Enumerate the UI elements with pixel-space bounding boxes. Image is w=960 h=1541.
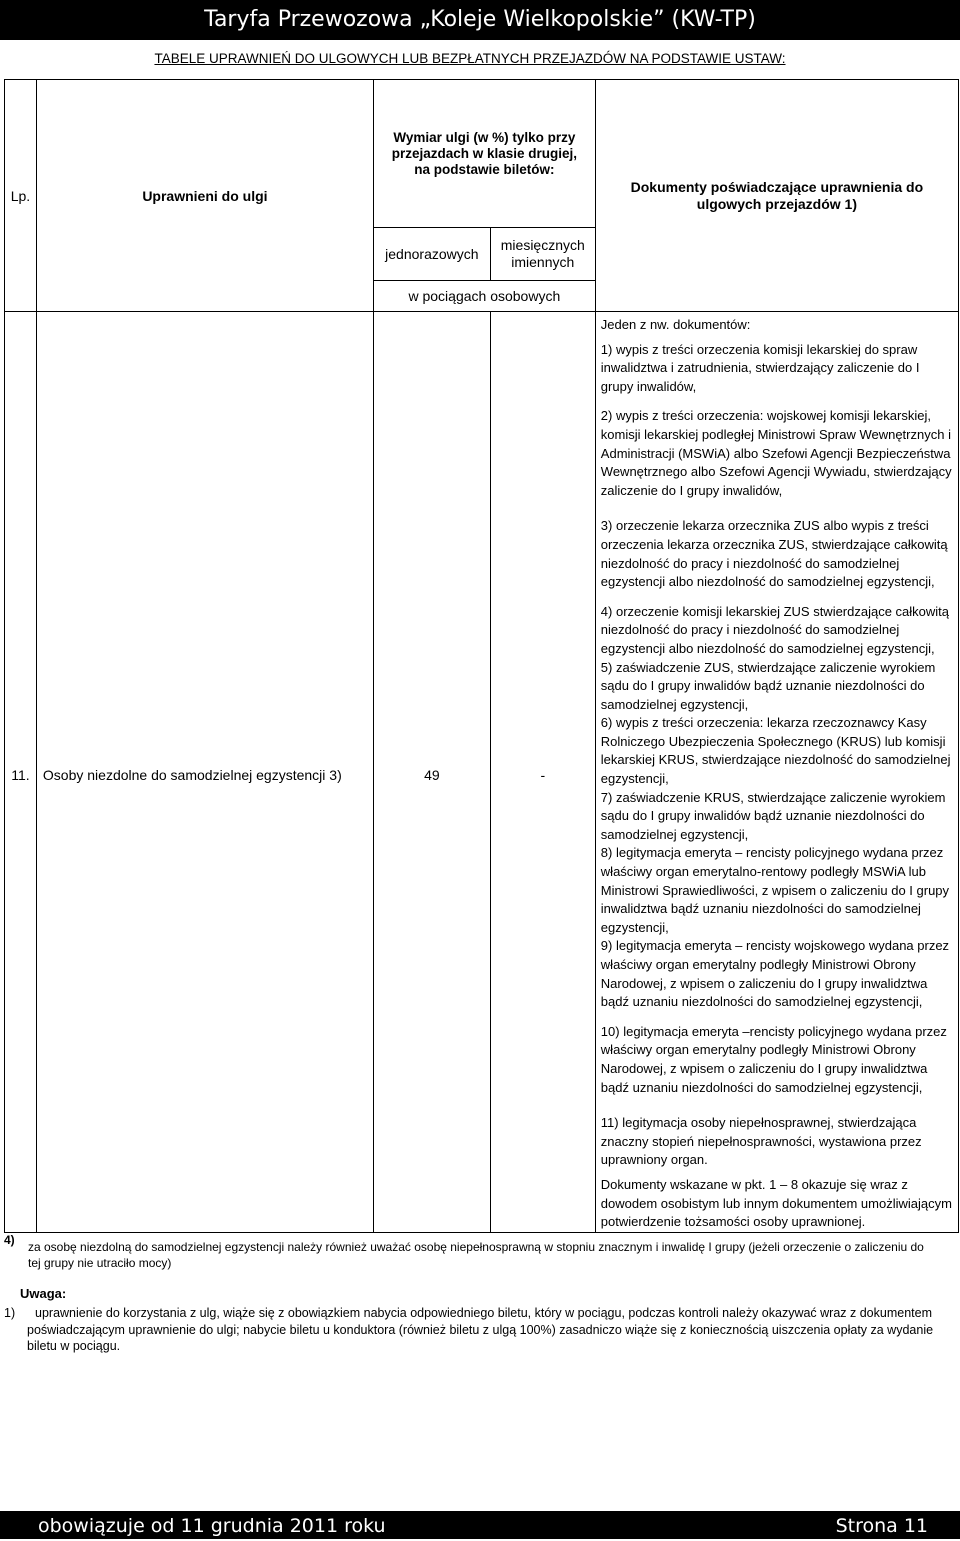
header-discount-text: Wymiar ulgi (w %) tylko przy przejazdach w klasie drugiej, na podstawie biletów: [391,129,578,177]
doc-item-8: 8) legitymacja emeryta – rencisty policyjnego wydana przez właściwy organ emerytalno-rentowy podległy MSWiA lub Ministrowi Sprawiedliwości, z wpisem o zaliczeniu do I grupy inwalidztwa bądź uznaniu niezdolności do samodzielnej egzystencji, [600,845,950,935]
doc-item-9: 9) legitymacja emeryta – rencisty wojskowego wydana przez właściwy organ emerytalny podległy Ministrowi Obrony Narodowej, z wpisem o zaliczeniu do I grupy inwalidztwa bądź uznaniu niezdolności do samodzielnej egzystencji, [600,938,950,1010]
doc-item-10: 10) legitymacja emeryta –rencisty policyjnego wydana przez właściwy organ emerytalny podległy Ministrowi Obrony Narodowej, z wpisem o zaliczeniu do I grupy inwalidztwa bądź uznaniu niezdolności do samodzielnej egzystencji, [600,1023,947,1095]
doc-item-1: 1) wypis z treści orzeczenia komisji lekarskiej do spraw inwalidztwa i zatrudnienia, stwierdzający zaliczenie do I grupy inwalidów, [600,341,920,394]
page-header-title: Taryfa Przewozowa „Koleje Wielkopolskie” (KW-TP) [204,7,756,32]
footnote-4 [4,1232,934,1271]
doc-item-3: 3) orzeczenie lekarza orzecznika ZUS albo wypis z treści orzeczenia lekarza orzecznika ZUS, stwierdzające całkowitą niezdolność do pracy i niezdolność do samodzielnej egzystencji albo niezdolność do samodzielnej egzystencji, [600,518,948,590]
note-1 [4,1305,934,1355]
header-entitled: Uprawnieni do ulgi [36,80,373,312]
note-1-number: 1) [4,1306,16,1320]
header-documents [595,80,958,312]
header-discount [373,80,595,228]
doc-item-6: 6) wypis z treści orzeczenia: lekarza rzeczoznawcy Kasy Rolniczego Ubezpieczenia Społecznego (KRUS) lub komisji lekarskiej KRUS, stwierdzające niezdolność do samodzielnej egzystencji, [600,715,951,787]
footer-page-number: Strona 11 [835,1515,928,1537]
header-documents-text: Dokumenty poświadczające uprawnienia do ulgowych przejazdów 1) [630,178,924,212]
row-single-discount: 49 [373,312,490,1233]
doc-item-5: 5) zaświadczenie ZUS, stwierdzające zaliczenie wyrokiem sądu do I grupy inwalidów bądź uznanie niezdolności do samodzielnej egzystencji, [600,659,936,712]
header-lp: Lp. [5,80,37,312]
doc-item-2: 2) wypis z treści orzeczenia: wojskowej komisji lekarskiej, komisji lekarskiej podległej Ministrowi Spraw Wewnętrznych i Administracji (MSWiA) albo Szefowi Agencji Bezpieczeństwa Wewnętrznego albo Szefowi Agencji Wywiadu, stwierdzający zaliczenie do I grupy inwalidów, [600,408,952,498]
discount-table [4,79,959,1233]
row-entitled: Osoby niezdolne do samodzielnej egzystencji 3) [36,312,373,1233]
footnote-4-text: za osobę niezdolną do samodzielnej egzystencji należy również uważać osobę niepełnosprawną w stopniu znacznym i inwalidę I grupy (jeżeli orzeczenie o zaliczeniu do tej grupy nie utraciło mocy) [28,1240,924,1270]
row-documents [595,312,958,1233]
row-lp: 11. [5,312,37,1233]
table-header-row [5,80,959,228]
header-single: jednorazowych [373,228,490,281]
docs-intro: Jeden z nw. dokumentów: [600,317,751,332]
doc-item-4: 4) orzeczenie komisji lekarskiej ZUS stwierdzające całkowitą niezdolność do pracy i niezdolność do samodzielnej egzystencji albo niezdolność do samodzielnej egzystencji, [600,603,950,656]
doc-item-11: 11) legitymacja osoby niepełnosprawnej, stwierdzająca znaczny stopień niepełnosprawności, wystawiona przez uprawniony organ. [600,1115,922,1168]
header-trains: w pociągach osobowych [373,281,595,312]
table-row [5,312,959,1233]
docs-closing: Dokumenty wskazane w pkt. 1 – 8 okazuje się wraz z dowodem osobistym lub innym dokumentem umożliwiającym potwierdzenie tożsamości osoby uprawnionej. [600,1176,952,1230]
header-monthly: miesięcznych imiennych [490,228,595,281]
note-heading: Uwaga: [20,1286,67,1301]
footer-validity: obowiązuje od 11 grudnia 2011 roku [38,1515,386,1537]
footnote-4-number: 4) [4,1233,15,1247]
section-subtitle: TABELE UPRAWNIEŃ DO ULGOWYCH LUB BEZPŁATNYCH PRZEJAZDÓW NA PODSTAWIE USTAW: [154,51,786,66]
row-monthly-discount: - [490,312,595,1233]
note-1-text: uprawnienie do korzystania z ulg, wiąże się z obowiązkiem nabycia odpowiedniego biletu, który w pociągu, podczas kontroli należy okazywać wraz z dokumentem poświadczającym uprawnienie do ulgi; nabycie biletu u konduktora (również biletu z ulgą 100%) zasadniczo wiąże się z koniecznością uiszczenia opłaty za wydanie biletu w pociągu. [27,1306,934,1353]
doc-item-7: 7) zaświadczenie KRUS, stwierdzające zaliczenie wyrokiem sądu do I grupy inwalidów bądź uznanie niezdolności do samodzielnej egzystencji, [600,789,946,842]
